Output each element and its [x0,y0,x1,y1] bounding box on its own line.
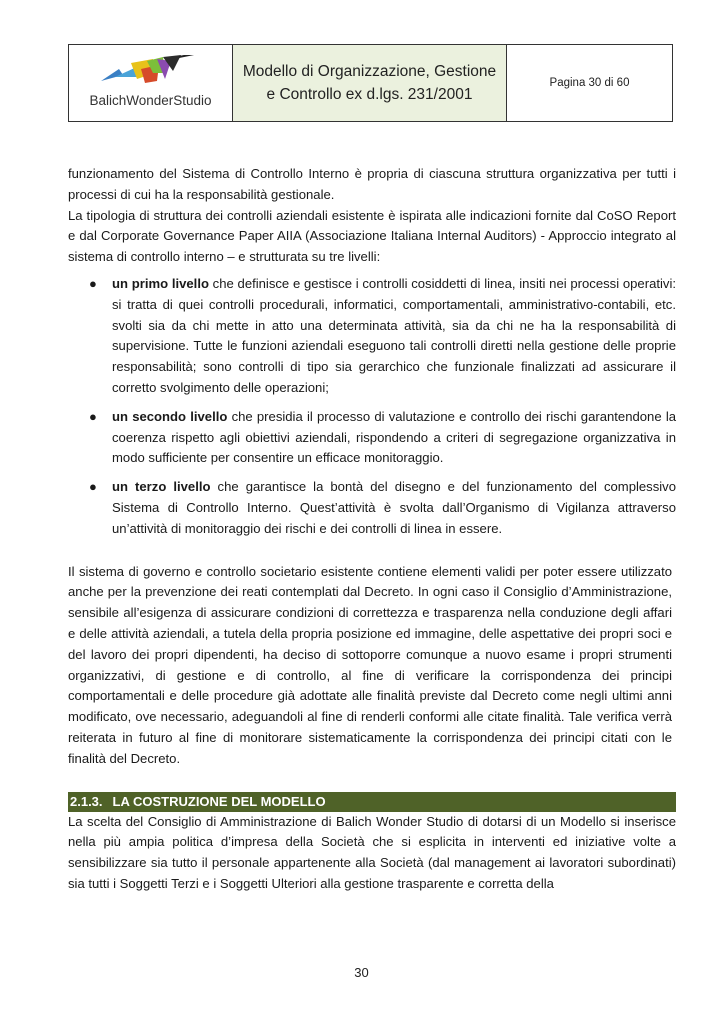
page-content [68,164,676,895]
page-number: 30 [354,965,369,980]
paragraph: La scelta del Consiglio di Amministrazione di Balich Wonder Studio di dotarsi di un Modello si inserisce nella più ampia politica d’impresa della Società che si esplicita in interventi ed iniziative volte a sensibilizzare sia tutto il personale appartenente alla Società (dal management ai lavoratori subordinati) sia tutti i Soggetti Terzi e i Soggetti Ulteriori alla gestione trasparente e corretta della [68,813,676,891]
paragraph: funzionamento del Sistema di Controllo Interno è propria di ciascuna struttura organizzativa per tutti i processi di cui ha la responsabilità gestionale. [68,166,676,202]
company-logo [69,45,233,121]
document-title: Modello di Organizzazione, Gestione e Controllo ex d.lgs. 231/2001 [233,45,507,121]
list-item-bold: un terzo livello [112,479,211,495]
bullet-icon: ● [89,408,97,424]
document-header [68,44,673,122]
bullet-icon: ● [89,479,97,495]
list-item-bold: un secondo livello [112,408,228,424]
logo-graphic-icon [101,55,201,93]
page-indicator: Pagina 30 di 60 [549,77,630,89]
paragraph: Il sistema di governo e controllo societario esistente contiene elementi validi per poter essere utilizzato anche per la prevenzione dei reati contemplati dal Decreto. In ogni caso il Consiglio d’Amministrazione, sensibile all’esigenza di assicurare condizioni di correttezza e trasparenza nella conduzione degli affari e delle attività aziendali, a tutela della propria posizione ed immagine, delle aspettative dei propri soci e del lavoro dei propri dipendenti, ha deciso di sottoporre comunque a nuovo esame i propri strumenti organizzativi, di gestione e di controllo, al fine di verificare la corrispondenza dei principi comportamentali e delle procedure già adottate alle finalità previste dal Decreto come negli ultimi anni modificato, ove necessario, adeguandoli al fine di renderli conformi alle citate finalità. Tale verifica verrà reiterata in futuro al fine di monitorare sistematicamente la corrispondenza dei principi citati con le finalità del Decreto. [68,563,672,766]
bullet-icon: ● [89,275,97,291]
list-item-text: che presidia il processo di valutazione e controllo dei rischi garantendone la coerenza rispetto agli obiettivi aziendali, rispondendo a criteri di segregazione organizzativa in modo sufficiente per consentire un efficace monitoraggio. [112,408,677,466]
list-item-text: che garantisce la bontà del disegno e del funzionamento del complessivo Sistema di Controllo Interno. Quest’attività è svolta dall’Organismo di Vigilanza attraverso un’attività di monitoraggio dei rischi e dei controlli di linea in essere. [112,479,676,536]
list-item [68,407,676,469]
section-heading [68,792,676,812]
logo-text: BalichWonderStudio [89,93,212,108]
list-item [68,274,676,399]
list-item-bold: un primo livello [112,275,209,291]
section-title: LA COSTRUZIONE DEL MODELLO [112,793,326,809]
list-item [68,477,676,539]
list-item-text: che definisce e gestisce i controlli cosiddetti di linea, insiti nei processi operativi: si tratta di quei controlli procedurali, informatici, comportamentali, amministrativo-contabili, etc. svolti sia da chi mette in atto una determinata attività, sia da chi ne ha la responsabilità di supervisione. Tutte le funzioni aziendali eseguono tali controlli diretti nella gestione delle proprie responsabilità; sono controlli di tipo sia gerarchico che funzionale finalizzati ad assicurare il corretto svolgimento delle operazioni; [112,275,676,395]
paragraph: La tipologia di struttura dei controlli aziendali esistente è ispirata alle indicazioni fornite dal CoSO Report e dal Corporate Governance Paper AIIA (Associazione Italiana Internal Auditors) - Approccio integrato al sistema di controllo interno – e strutturata su tre livelli: [68,207,676,265]
section-number: 2.1.3. [70,793,103,809]
control-levels-list [68,274,676,540]
